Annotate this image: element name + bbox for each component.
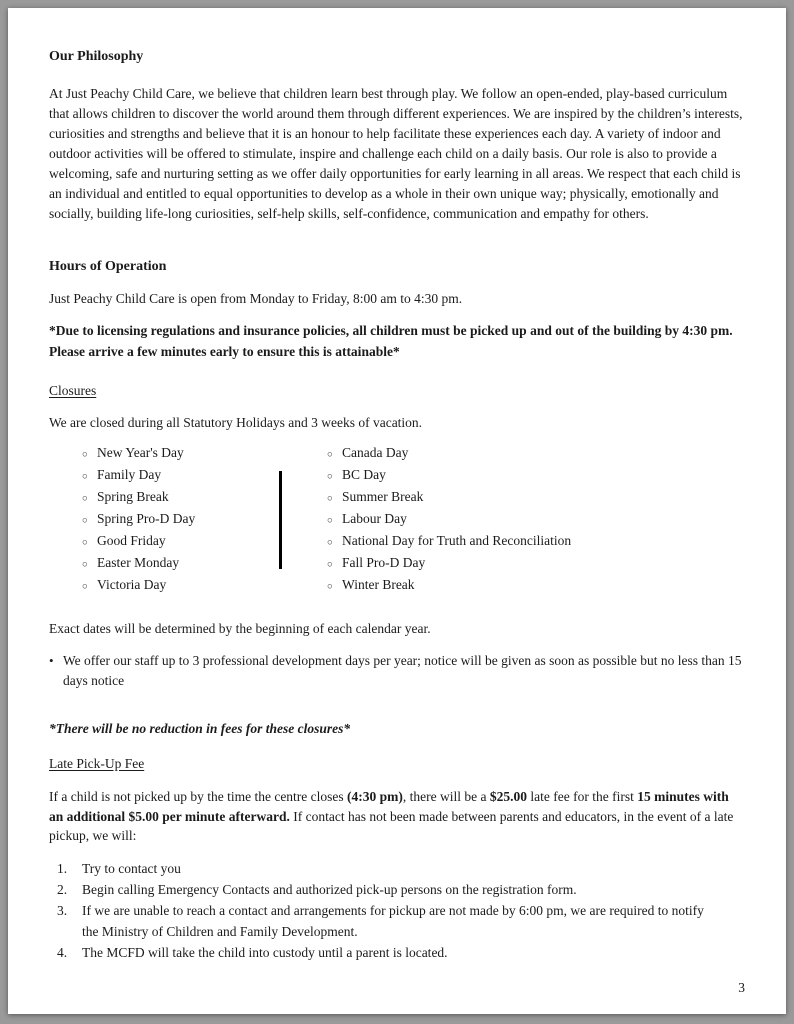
list-item [82, 553, 279, 575]
closures-intro: We are closed during all Statutory Holidays and 3 weeks of vacation. [49, 415, 423, 430]
late-fee-text: , there will be a [402, 789, 490, 804]
circle-bullet-icon: ○ [82, 560, 88, 570]
step-item [49, 942, 745, 963]
holiday-label: BC Day [342, 467, 386, 482]
step-item [49, 900, 745, 942]
list-item [327, 465, 571, 487]
step-number: 3. [57, 902, 68, 918]
list-item [82, 509, 279, 531]
step-text: Begin calling Emergency Contacts and authorized pick-up persons on the registration form. [82, 881, 577, 897]
pickup-notice: *Due to licensing regulations and insurance policies, all children must be picked up and out of the building by 4:30 pm. Please arrive a few minutes early to ensure this is attainable* [49, 323, 733, 359]
holiday-label: Fall Pro-D Day [342, 555, 426, 570]
list-item [82, 443, 279, 465]
holiday-label: Family Day [97, 467, 162, 482]
holiday-label: Easter Monday [97, 555, 180, 570]
step-text: If we are unable to reach a contact and arrangements for pickup are not made by 6:00 pm, we are required to notify the Ministry of Children and Family Development. [82, 902, 704, 939]
circle-bullet-icon: ○ [327, 494, 333, 504]
circle-bullet-icon: ○ [327, 560, 333, 570]
late-fee-text: late fee for the first [527, 789, 638, 804]
circle-bullet-icon: ○ [82, 494, 88, 504]
circle-bullet-icon: ○ [327, 472, 333, 482]
philosophy-heading: Our Philosophy [49, 49, 144, 64]
circle-bullet-icon: ○ [327, 516, 333, 526]
late-fee-text: If a child is not picked up by the time the centre closes [49, 789, 348, 804]
list-item [82, 487, 279, 509]
list-item [327, 509, 571, 531]
list-item [82, 465, 279, 487]
list-item [327, 443, 571, 465]
closures-heading: Closures [49, 383, 97, 398]
circle-bullet-icon: ○ [82, 582, 88, 592]
step-text: The MCFD will take the child into custody until a parent is located. [82, 944, 448, 960]
late-fee-bold: (4:30 pm) [347, 789, 403, 804]
holiday-label: New Year's Day [97, 445, 184, 460]
circle-bullet-icon: ○ [82, 538, 88, 548]
holiday-label: Summer Break [342, 489, 424, 504]
list-item [327, 487, 571, 509]
circle-bullet-icon: ○ [82, 450, 88, 460]
pd-days-item [49, 651, 745, 691]
step-number: 2. [57, 881, 68, 897]
holiday-list-left [82, 443, 279, 597]
list-item [327, 531, 571, 553]
circle-bullet-icon: ○ [327, 582, 333, 592]
exact-dates-note: Exact dates will be determined by the beginning of each calendar year. [49, 621, 431, 636]
holiday-list-right [327, 443, 571, 597]
pd-days-text: We offer our staff up to 3 professional development days per year; notice will be given as soon as possible but no less than 15 days notice [63, 653, 742, 688]
list-item [82, 575, 279, 597]
late-fee-text: If contact has not been made between parents and educators, in the event of a late pickup, we will: [49, 808, 734, 843]
holiday-label: Good Friday [97, 533, 166, 548]
circle-bullet-icon: ○ [327, 538, 333, 548]
step-item [49, 858, 745, 879]
page-number: 3 [738, 980, 745, 995]
late-pickup-steps [49, 858, 745, 963]
circle-bullet-icon: ○ [82, 472, 88, 482]
list-item [82, 531, 279, 553]
column-divider [279, 471, 282, 569]
circle-bullet-icon: ○ [327, 450, 333, 460]
no-fee-reduction-note: *There will be no reduction in fees for these closures* [49, 721, 351, 736]
step-number: 4. [57, 944, 68, 960]
list-item [327, 575, 571, 597]
step-item [49, 879, 745, 900]
list-item [327, 553, 571, 575]
step-number: 1. [57, 860, 68, 876]
step-text: Try to contact you [82, 860, 181, 876]
holiday-label: Victoria Day [97, 577, 167, 592]
late-fee-bold: $25.00 [489, 789, 528, 804]
late-fee-heading: Late Pick-Up Fee [49, 756, 145, 771]
holiday-columns [82, 443, 745, 597]
late-fee-bold: 15 minutes with an additional $5.00 per minute afterward. [49, 789, 729, 824]
document-page [8, 8, 786, 1014]
holiday-label: Winter Break [342, 577, 415, 592]
hours-body: Just Peachy Child Care is open from Monday to Friday, 8:00 am to 4:30 pm. [49, 291, 463, 306]
hours-heading: Hours of Operation [49, 259, 167, 274]
holiday-label: Spring Pro-D Day [97, 511, 196, 526]
holiday-label: Labour Day [342, 511, 407, 526]
circle-bullet-icon: ○ [82, 516, 88, 526]
holiday-label: National Day for Truth and Reconciliation [342, 533, 572, 548]
holiday-label: Canada Day [342, 445, 409, 460]
disc-bullet-icon: • [49, 653, 54, 668]
late-fee-intro [49, 787, 745, 846]
philosophy-body: At Just Peachy Child Care, we believe that children learn best through play. We follow an open-ended, play-based curriculum that allows children to discover the world around them through different experiences. We are inspired by the children’s interests, curiosities and strengths and believe that it is an honour to help facilitate these experiences each day. A variety of indoor and outdoor activities will be offered to stimulate, inspire and challenge each child on a daily basis. Our role is also to provide a welcoming, safe and nurturing setting as we offer daily opportunities for early learning in all areas. We respect that each child is an individual and entitled to equal opportunities to develop as a whole in their own unique way; physically, emotionally and socially, building life-long curiosities, self-help skills, self-confidence, communication and empathy for others. [49, 86, 743, 221]
holiday-label: Spring Break [97, 489, 169, 504]
